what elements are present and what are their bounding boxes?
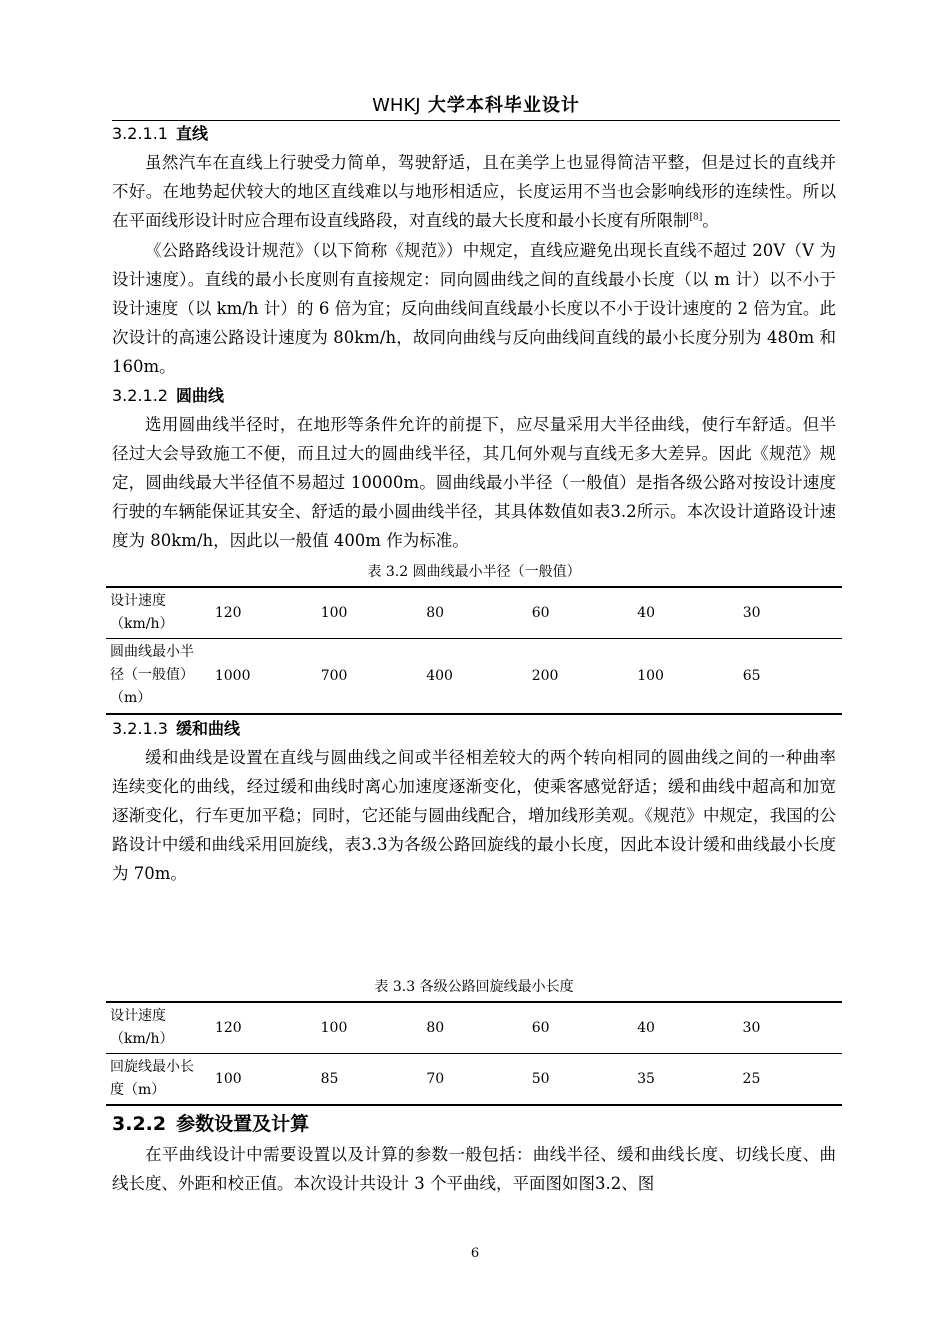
table-cell: 700 [320, 667, 348, 684]
page-content [112, 120, 836, 1198]
table-cell: 60 [526, 1002, 631, 1054]
table-cell: 65 [742, 667, 761, 684]
table-cell: 35 [637, 1070, 655, 1087]
table-cell: 80 [420, 1002, 525, 1054]
section-number: 3.2.1.1 [112, 124, 168, 143]
table-cell: 25 [742, 1070, 761, 1087]
paragraph-circular-1: 选用圆曲线半径时，在地形等条件允许的前提下，应尽量采用大半径曲线，使行车舒适。但半径过大会导致施工不便，而且过大的圆曲线半径，其几何外观与直线无多大差异。因此《规范》规定，圆曲线最大半径值不易超过 10000m。圆曲线最小半径（一般值）是指各级公路对按设计速度行驶的车辆能保证其安全、舒适的最小圆曲线半径，其具体数值如表3.2所示。本次设计道路设计速度为 80km/h，因此以一般值 400m 作为标准。 [112, 414, 836, 551]
table-cell: 40 [631, 587, 737, 639]
page-number: 6 [470, 1246, 480, 1261]
table-cell: 80 [420, 587, 526, 639]
table-row [106, 1053, 842, 1105]
paragraph-straight-2: 《公路路线设计规范》（以下简称《规范》）中规定，直线应避免出现长直线不超过 20V（V 为设计速度）。直线的最小长度则有直接规定：同向圆曲线之间的直线最小长度（以 m 计）以不小于设计速度（以 km/h 计）的 6 倍为宜；反向曲线间直线最小长度以不小于设计速度的 2 倍为宜。此次设计的高速公路设计速度为 80km/h，故同向曲线与反向曲线间直线的最小长度分别为 480m 和 160m。 [112, 240, 836, 377]
table-cell: 回旋线最小长度（m） [110, 1058, 194, 1098]
table-cell: 120 [209, 1002, 315, 1054]
table-cell: 70 [426, 1070, 445, 1087]
page-header [112, 92, 840, 121]
section-title: 圆曲线 [175, 385, 224, 405]
table-cell: 50 [531, 1070, 550, 1087]
spacer [112, 889, 836, 973]
table-min-radius [106, 586, 842, 715]
table-caption-3-3: 表 3.3 各级公路回旋线最小长度 [374, 978, 574, 995]
section-number: 3.2.1.2 [112, 385, 168, 405]
table-cell: 1000 [214, 667, 251, 684]
table-cell: 圆曲线最小半径（一般值）（m） [110, 644, 194, 707]
table-cell: 100 [315, 587, 421, 639]
citation-ref: [8] [689, 212, 703, 223]
section-title: 缓和曲线 [175, 718, 240, 738]
table-cell: 200 [531, 667, 559, 684]
section-number: 3.2.1.3 [112, 718, 168, 738]
table-cell: 30 [737, 1002, 842, 1054]
paragraph-parameters-1: 在平曲线设计中需要设置以及计算的参数一般包括：曲线半径、缓和曲线长度、切线长度、曲线长度、外距和校正值。本次设计共设计 3 个平曲线，平面图如图3.2、图 [112, 1144, 836, 1193]
section-heading-parameters [112, 1108, 836, 1140]
table-row [106, 1002, 842, 1054]
section-heading-straight [112, 120, 836, 148]
table-cell: 85 [320, 1070, 339, 1087]
table-cell: 100 [214, 1070, 242, 1087]
table-cell: 100 [315, 1002, 421, 1054]
paragraph-end: 。 [702, 211, 719, 231]
table-cell: 100 [637, 667, 664, 684]
table-cell: 40 [631, 1002, 736, 1054]
section-heading-transition [112, 715, 836, 743]
section-heading-circular [112, 382, 836, 410]
table-cell: 60 [526, 587, 632, 639]
table-min-spiral-length [106, 1001, 842, 1106]
section-title: 直线 [175, 124, 208, 143]
table-row [106, 638, 842, 714]
header-title: 大学本科毕业设计 [427, 95, 580, 116]
table-cell: 设计速度（km/h） [106, 587, 209, 639]
table-cell: 30 [737, 587, 842, 639]
paragraph-straight-1 [112, 148, 836, 236]
header-code: WHKJ [372, 95, 421, 116]
section-title: 参数设置及计算 [176, 1112, 310, 1135]
table-row [106, 587, 842, 639]
paragraph-transition-1: 缓和曲线是设置在直线与圆曲线之间或半径相差较大的两个转向相同的圆曲线之间的一种曲率连续变化的曲线，经过缓和曲线时离心加速度逐渐变化，使乘客感觉舒适；缓和曲线中超高和加宽逐渐变化，行车更加平稳；同时，它还能与圆曲线配合，增加线形美观。《规范》中规定，我国的公路设计中缓和曲线采用回旋线，表3.3为各级公路回旋线的最小长度，因此本设计缓和曲线最小长度为 70m。 [112, 747, 836, 884]
table-cell: 400 [426, 667, 453, 684]
table-caption-3-2: 表 3.2 圆曲线最小半径（一般值） [367, 563, 581, 580]
table-cell: 120 [209, 587, 315, 639]
section-number: 3.2.2 [112, 1112, 167, 1135]
paragraph-text: 虽然汽车在直线上行驶受力简单，驾驶舒适，且在美学上也显得简洁平整，但是过长的直线并不好。在地势起伏较大的地区直线难以与地形相适应，长度运用不当也会影响线形的连续性。所以在平面线形设计时应合理布设直线路段，对直线的最大长度和最小长度有所限制 [112, 153, 836, 231]
table-cell: 设计速度（km/h） [106, 1002, 209, 1054]
